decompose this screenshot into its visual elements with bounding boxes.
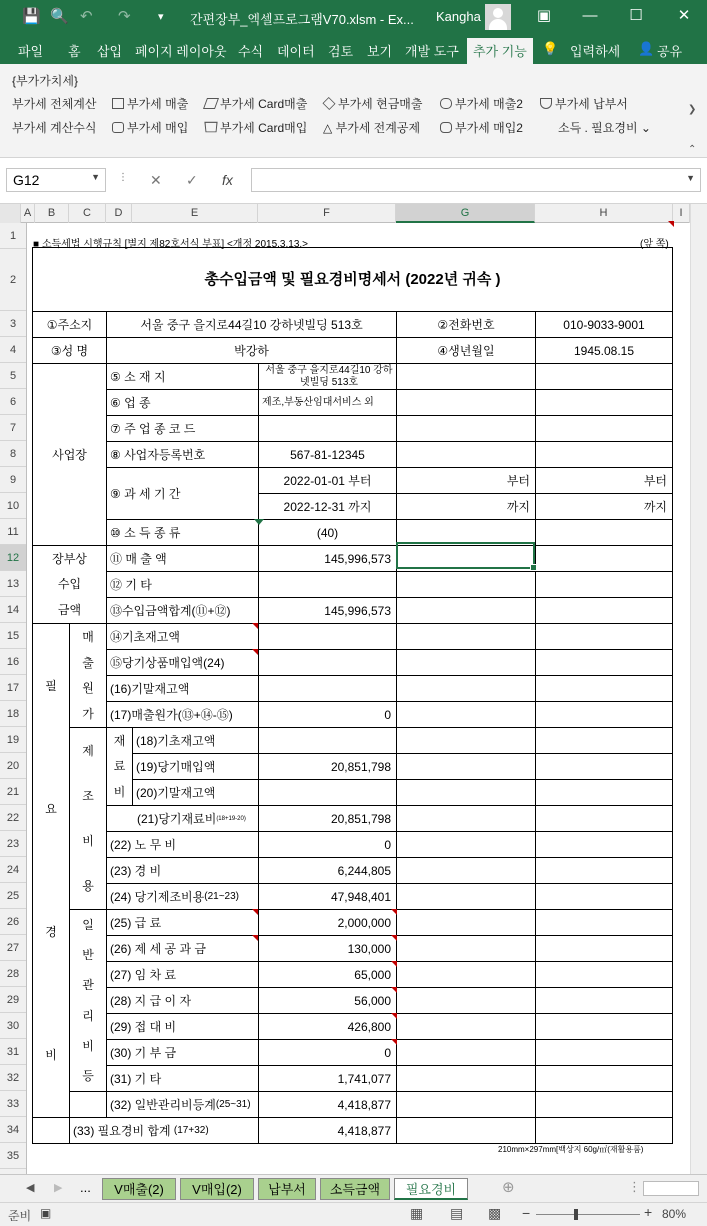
row-header[interactable]: 34 <box>0 1117 26 1143</box>
cell-h15[interactable] <box>535 623 673 650</box>
cell-g28[interactable] <box>396 961 536 988</box>
comment-indicator[interactable] <box>391 1013 397 1019</box>
expense-total-label: (33) 필요경비 합계 (17+32) <box>69 1117 259 1144</box>
row-header[interactable]: 20 <box>0 753 26 779</box>
cell-g20[interactable] <box>396 753 536 780</box>
tab-home[interactable]: 홈 <box>68 44 81 59</box>
comment-indicator[interactable] <box>391 935 397 941</box>
ribbon <box>0 64 707 158</box>
cell-h18[interactable] <box>535 701 673 728</box>
cell-g7[interactable] <box>396 415 536 442</box>
enter-icon[interactable]: ✓ <box>186 172 198 188</box>
rectangle-shape-icon <box>112 98 124 109</box>
industry-code-label: ⑦ 주 업 종 코 드 <box>106 415 259 442</box>
cell-g16[interactable] <box>396 649 536 676</box>
avatar[interactable] <box>485 4 511 30</box>
tab-formulas[interactable]: 수식 <box>238 44 264 59</box>
comment-indicator[interactable] <box>668 221 674 227</box>
formula-input[interactable] <box>251 168 701 192</box>
col-header[interactable]: F <box>258 204 396 223</box>
mat-cost-value[interactable]: 20,851,798 <box>258 805 397 832</box>
mat-end-value[interactable] <box>258 779 397 806</box>
cell-g6[interactable] <box>396 389 536 416</box>
row-header[interactable]: 7 <box>0 415 26 441</box>
cell-h21[interactable] <box>535 779 673 806</box>
labor-label: (22) 노 무 비 <box>106 831 259 858</box>
vat-card-sales-button[interactable]: 부가세 Card매출 <box>205 95 307 112</box>
form-header-right: (앞 쪽) <box>640 239 669 250</box>
cell-g32[interactable] <box>396 1065 536 1092</box>
print-preview-icon[interactable]: 🔍 <box>50 8 69 25</box>
income-type-label: ⑩ 소 득 종 류 <box>106 519 259 546</box>
tab-file[interactable]: 파일 <box>18 44 44 59</box>
end-inventory-value[interactable] <box>258 675 397 702</box>
insert-function-icon[interactable]: fx <box>222 172 233 188</box>
split-icon: ⋮ <box>628 1179 641 1194</box>
redo-icon[interactable]: ↷ <box>118 8 131 25</box>
vat-card-purchase-button[interactable]: 부가세 Card매입 <box>205 119 307 136</box>
cell-g17[interactable] <box>396 675 536 702</box>
sheet-tab-active[interactable]: 필요경비 <box>394 1178 468 1200</box>
period-label: ⑨ 과 세 기 간 <box>106 467 259 520</box>
zoom-slider-thumb[interactable] <box>574 1209 578 1220</box>
row-header[interactable]: 21 <box>0 779 26 805</box>
cell-h22[interactable] <box>535 805 673 832</box>
col-header[interactable]: I <box>673 204 690 223</box>
overhead-value[interactable]: 6,244,805 <box>258 857 397 884</box>
etc-value[interactable]: 1,741,077 <box>258 1065 397 1092</box>
more-icon: ⋮ <box>118 172 128 183</box>
row-header[interactable]: 12 <box>0 545 26 571</box>
expense-label: 필 요 경 비 <box>32 623 70 1118</box>
form-header-left: ■ 소득세법 시행규칙 [별지 제82호서식 부표] <개정 2015.3.13.> <box>33 239 308 250</box>
row-header[interactable]: 28 <box>0 961 26 987</box>
industry-value[interactable]: 제조,부동산임대서비스 외 <box>258 389 397 416</box>
mat-purchase-label: (19)당기매입액 <box>132 753 259 780</box>
cell-g34[interactable] <box>396 1117 536 1144</box>
donation-label: (30) 기 부 금 <box>106 1039 259 1066</box>
rent-value[interactable]: 65,000 <box>258 961 397 988</box>
cell-h19[interactable] <box>535 727 673 754</box>
next-sheet-icon[interactable]: ▶ <box>54 1182 63 1194</box>
tell-me-icon[interactable]: 💡 <box>542 41 559 56</box>
diamond-shape-icon <box>322 97 335 110</box>
tab-review[interactable]: 검토 <box>328 44 354 59</box>
window-title: 간편장부_엑셀프로그램V70.xlsm - Ex... <box>190 12 414 27</box>
row-header[interactable]: 30 <box>0 1013 26 1039</box>
vat-formula-button[interactable]: 부가세 계산수식 <box>12 121 97 135</box>
cell-g23[interactable] <box>396 831 536 858</box>
rent-label: (27) 임 차 료 <box>106 961 259 988</box>
cell-h12[interactable] <box>535 545 673 572</box>
row-header[interactable]: 1 <box>0 223 26 249</box>
birth-value[interactable]: 1945.08.15 <box>535 337 673 364</box>
cell-h23[interactable] <box>535 831 673 858</box>
total-income-value[interactable]: 145,996,573 <box>258 597 397 624</box>
ribbon-tabs <box>0 34 707 64</box>
mat-cost-label: (21)당기재료비 (18+19-20) <box>106 805 259 832</box>
parallelogram-shape-icon <box>203 98 219 109</box>
expense-total-value[interactable]: 4,418,877 <box>258 1117 397 1144</box>
ga-label: 일 반 관 리 비 등 <box>69 909 107 1092</box>
cell-h29[interactable] <box>535 987 673 1014</box>
save-icon[interactable]: 💾 <box>22 8 41 25</box>
sheet-tab-bar <box>0 1174 707 1202</box>
hexagon-shape-icon <box>440 98 452 109</box>
cell-h32[interactable] <box>535 1065 673 1092</box>
col-header[interactable]: E <box>132 204 258 223</box>
maximize-icon[interactable]: ☐ <box>629 7 643 24</box>
cancel-icon[interactable]: ✕ <box>150 172 162 188</box>
entertain-label: (29) 접 대 비 <box>106 1013 259 1040</box>
mfg-total-value[interactable]: 47,948,401 <box>258 883 397 910</box>
macro-record-icon[interactable]: ▣ <box>40 1206 52 1220</box>
industry-label: ⑥ 업 종 <box>106 389 259 416</box>
row-headers <box>0 223 27 1174</box>
tax-value[interactable]: 130,000 <box>258 935 397 962</box>
ga-total-label: (32) 일반관리비등계 (25~31) <box>106 1091 259 1118</box>
tab-add-ins[interactable]: 추가 기능 <box>467 38 533 64</box>
ribbon-scroll-right-icon[interactable]: ❯ <box>688 104 697 115</box>
industry-code-value[interactable] <box>258 415 397 442</box>
cell-g22[interactable] <box>396 805 536 832</box>
cell-g26[interactable] <box>396 909 536 936</box>
begin-inventory-label: ⑭기초재고액 <box>106 623 259 650</box>
row-header[interactable]: 8 <box>0 441 26 467</box>
octagon-shape-icon <box>440 122 452 133</box>
cell-h24[interactable] <box>535 857 673 884</box>
cell-h30[interactable] <box>535 1013 673 1040</box>
sales-label: ⑪ 매 출 액 <box>106 545 259 572</box>
row-header[interactable]: 33 <box>0 1091 26 1117</box>
cell-h5[interactable] <box>535 363 673 390</box>
formula-bar <box>0 158 707 204</box>
col-header[interactable]: C <box>69 204 106 223</box>
end-inventory-label: (16)기말재고액 <box>106 675 259 702</box>
expand-formula-icon[interactable]: ▼ <box>686 173 695 183</box>
comment-indicator[interactable] <box>391 961 397 967</box>
vat-payment-button[interactable]: 부가세 납부서 <box>540 95 628 112</box>
validation-marker <box>254 519 264 525</box>
tab-insert[interactable]: 삽입 <box>97 44 123 59</box>
undo-icon[interactable]: ↶ <box>80 8 93 25</box>
vat-deduction-button[interactable]: △ 부가세 전계공제 <box>323 121 421 135</box>
cell-g14[interactable] <box>396 597 536 624</box>
zoom-out-icon[interactable]: − <box>522 1205 531 1221</box>
tab-developer[interactable]: 개발 도구 <box>405 44 459 59</box>
overhead-label: (23) 경 비 <box>106 857 259 884</box>
customize-toolbar-icon[interactable]: ▾ <box>158 11 164 23</box>
vat-sales-button[interactable]: 부가세 매출 <box>112 95 188 112</box>
interest-value[interactable]: 56,000 <box>258 987 397 1014</box>
cell-h6[interactable] <box>535 389 673 416</box>
cell-h16[interactable] <box>535 649 673 676</box>
col-header[interactable]: G <box>396 204 535 223</box>
comment-indicator[interactable] <box>252 935 258 941</box>
purchase-label: ⑮당기상품매입액(24) <box>106 649 259 676</box>
cell-b34[interactable] <box>32 1117 70 1144</box>
row-header[interactable]: 11 <box>0 519 26 545</box>
status-ready: 준비 <box>8 1209 32 1223</box>
row-header[interactable]: 14 <box>0 597 26 623</box>
tell-me-input[interactable]: 입력하세 <box>570 44 621 59</box>
cell-h28[interactable] <box>535 961 673 988</box>
paper-spec-footer: 210mm×297mm[백상지 60g/㎡(재활용품) <box>498 1145 644 1154</box>
cogs-label: 매 출 원 가 <box>69 623 107 728</box>
ledger-income-label: 장부상 수입 금액 <box>32 545 107 624</box>
comment-indicator[interactable] <box>252 649 258 655</box>
row-header[interactable]: 19 <box>0 727 26 753</box>
row-header[interactable]: 22 <box>0 805 26 831</box>
selected-cell[interactable] <box>396 542 535 569</box>
cell-h11[interactable] <box>535 519 673 546</box>
other-income-label: ⑫ 기 타 <box>106 571 259 598</box>
row-header[interactable]: 10 <box>0 493 26 519</box>
period-to[interactable]: 2022-12-31 까지 <box>258 493 397 520</box>
donation-value[interactable]: 0 <box>258 1039 397 1066</box>
salary-value[interactable]: 2,000,000 <box>258 909 397 936</box>
row-header[interactable]: 25 <box>0 883 26 909</box>
period-from[interactable]: 2022-01-01 부터 <box>258 467 397 494</box>
begin-inventory-value[interactable] <box>258 623 397 650</box>
business-label: 사업장 <box>32 363 107 546</box>
sales-value[interactable]: 145,996,573 <box>258 545 397 572</box>
cell-h34[interactable] <box>535 1117 673 1144</box>
cell-g31[interactable] <box>396 1039 536 1066</box>
tab-page-layout[interactable]: 페이지 레이아웃 <box>135 44 227 59</box>
row-header[interactable]: 5 <box>0 363 26 389</box>
row-header[interactable]: 9 <box>0 467 26 493</box>
vat-purchase-button[interactable]: 부가세 매입 <box>112 119 188 136</box>
row-header[interactable]: 26 <box>0 909 26 935</box>
ribbon-collapse-icon[interactable]: ⌃ <box>688 144 697 155</box>
worksheet-grid[interactable] <box>0 204 707 1174</box>
cell-g25[interactable] <box>396 883 536 910</box>
zoom-in-icon[interactable]: + <box>644 1204 653 1220</box>
cell-g21[interactable] <box>396 779 536 806</box>
row-header[interactable]: 15 <box>0 623 26 649</box>
location-label: ⑤ 소 재 지 <box>106 363 259 390</box>
mat-end-label: (20)기말재고액 <box>132 779 259 806</box>
other-income-value[interactable] <box>258 571 397 598</box>
cell-g30[interactable] <box>396 1013 536 1040</box>
comment-indicator[interactable] <box>252 909 258 915</box>
form-title: 총수입금액 및 필요경비명세서 (2022년 귀속 ) <box>32 247 673 312</box>
horizontal-scrollbar[interactable] <box>643 1181 699 1196</box>
cell-g5[interactable] <box>396 363 536 390</box>
comment-indicator[interactable] <box>252 623 258 629</box>
cell-h27[interactable] <box>535 935 673 962</box>
ribbon-group-label: {부가가치세} <box>12 74 78 88</box>
cell-h17[interactable] <box>535 675 673 702</box>
bizno-value[interactable]: 567-81-12345 <box>258 441 397 468</box>
row-header[interactable]: 6 <box>0 389 26 415</box>
period-to-h[interactable]: 까지 <box>535 493 673 520</box>
cell-g18[interactable] <box>396 701 536 728</box>
trapezoid-shape-icon <box>204 122 217 132</box>
title-bar <box>0 0 707 34</box>
sheet-tab[interactable]: 납부서 <box>258 1178 316 1200</box>
row-header[interactable]: 29 <box>0 987 26 1013</box>
more-sheets-button[interactable]: ... <box>80 1180 91 1195</box>
user-name[interactable]: Kangha <box>436 9 481 24</box>
row-header[interactable]: 13 <box>0 571 26 597</box>
bizno-label: ⑧ 사업자등록번호 <box>106 441 259 468</box>
tax-label: (26) 제 세 공 과 금 <box>106 935 259 962</box>
row-header[interactable]: 2 <box>0 249 26 311</box>
triangle-shape-icon: △ <box>323 121 336 135</box>
zoom-slider[interactable] <box>536 1214 640 1215</box>
row-header[interactable]: 32 <box>0 1065 26 1091</box>
material-label: 재 료 비 <box>106 727 133 806</box>
row-header[interactable]: 35 <box>0 1143 26 1169</box>
name-box[interactable]: G12 ▼ <box>6 168 106 192</box>
vat-purchase2-button[interactable]: 부가세 매입2 <box>440 119 523 136</box>
comment-indicator[interactable] <box>391 909 397 915</box>
normal-view-icon[interactable]: ▦ <box>410 1205 424 1221</box>
sheet-tab[interactable]: V매입(2) <box>180 1178 254 1200</box>
mat-purchase-value[interactable]: 20,851,798 <box>258 753 397 780</box>
comment-indicator[interactable] <box>391 1039 397 1045</box>
tab-data[interactable]: 데이터 <box>277 44 315 59</box>
address-label: ①주소지 <box>32 311 107 338</box>
row-header[interactable]: 27 <box>0 935 26 961</box>
labor-value[interactable]: 0 <box>258 831 397 858</box>
rounded-rect-shape-icon <box>112 122 124 133</box>
cell-h20[interactable] <box>535 753 673 780</box>
column-headers <box>0 204 690 223</box>
cell-g13[interactable] <box>396 571 536 598</box>
cogs-line-label: (17)매출원가(⑬+⑭-⑮) <box>106 701 259 728</box>
col-header[interactable]: H <box>535 204 673 223</box>
income-expense-button[interactable]: 소득 . 필요경비 ⌄ <box>558 121 651 135</box>
prev-sheet-icon[interactable]: ◀ <box>26 1182 35 1194</box>
address-value[interactable]: 서울 중구 을지로44길10 강하넷빌딩 513호 <box>106 311 397 338</box>
birth-label: ④생년월일 <box>396 337 536 364</box>
page-break-view-icon[interactable]: ▩ <box>488 1205 502 1221</box>
ribbon-display-icon[interactable]: ▣ <box>536 7 552 24</box>
cell-g33[interactable] <box>396 1091 536 1118</box>
page-layout-view-icon[interactable]: ▤ <box>450 1205 464 1221</box>
vertical-scrollbar[interactable] <box>690 204 707 1174</box>
mfg-total-label: (24) 당기제조비용 (21~23) <box>106 883 259 910</box>
period-to-g[interactable]: 까지 <box>396 493 536 520</box>
row-header[interactable]: 4 <box>0 337 26 363</box>
entertain-value[interactable]: 426,800 <box>258 1013 397 1040</box>
cell-h7[interactable] <box>535 415 673 442</box>
purchase-value[interactable] <box>258 649 397 676</box>
row-header[interactable]: 23 <box>0 831 26 857</box>
salary-label: (25) 급 료 <box>106 909 259 936</box>
cell-h33[interactable] <box>535 1091 673 1118</box>
sheet-tab[interactable]: V매출(2) <box>102 1178 176 1200</box>
zoom-level[interactable]: 80% <box>662 1207 687 1221</box>
cell-h8[interactable] <box>535 441 673 468</box>
row-header[interactable]: 24 <box>0 857 26 883</box>
cell-g19[interactable] <box>396 727 536 754</box>
income-type-value[interactable]: (40) <box>258 519 397 546</box>
cell-g27[interactable] <box>396 935 536 962</box>
row-header[interactable]: 3 <box>0 311 26 337</box>
status-bar <box>0 1202 707 1226</box>
cell-g24[interactable] <box>396 857 536 884</box>
add-sheet-icon[interactable]: ⊕ <box>502 1179 515 1196</box>
vat-cash-sales-button[interactable]: 부가세 현금매출 <box>323 95 422 112</box>
comment-indicator[interactable] <box>391 987 397 993</box>
row-header[interactable]: 31 <box>0 1039 26 1065</box>
phone-value[interactable]: 010-9033-9001 <box>535 311 673 338</box>
share-button[interactable]: 공유 <box>657 44 683 59</box>
row-header[interactable]: 18 <box>0 701 26 727</box>
vat-sales2-button[interactable]: 부가세 매출2 <box>440 95 523 112</box>
phone-label: ②전화번호 <box>396 311 536 338</box>
mfg-cost-label: 제 조 비 용 <box>69 727 107 910</box>
tab-view[interactable]: 보기 <box>367 44 393 59</box>
cell-h14[interactable] <box>535 597 673 624</box>
select-all-corner[interactable] <box>0 204 21 223</box>
mat-begin-value[interactable] <box>258 727 397 754</box>
vat-calc-all-button[interactable]: 부가세 전체계산 <box>12 97 97 111</box>
col-header[interactable]: B <box>35 204 69 223</box>
cell-h26[interactable] <box>535 909 673 936</box>
name-value[interactable]: 박강하 <box>106 337 397 364</box>
cell-h25[interactable] <box>535 883 673 910</box>
document-shape-icon <box>540 98 552 109</box>
cell-g8[interactable] <box>396 441 536 468</box>
interest-label: (28) 지 급 이 자 <box>106 987 259 1014</box>
chevron-down-icon[interactable]: ▼ <box>91 172 100 182</box>
col-header[interactable]: A <box>21 204 35 223</box>
cell-h31[interactable] <box>535 1039 673 1066</box>
minimize-icon[interactable]: — <box>582 7 598 24</box>
cogs-line-value[interactable]: 0 <box>258 701 397 728</box>
row-header[interactable]: 16 <box>0 649 26 675</box>
etc-label: (31) 기 타 <box>106 1065 259 1092</box>
close-icon[interactable]: ✕ <box>677 7 691 24</box>
period-from-h[interactable]: 부터 <box>535 467 673 494</box>
total-income-label: ⑬수입금액합계(⑪+⑫) <box>106 597 259 624</box>
location-value[interactable]: 서울 중구 을지로44길10 강하넷빌딩 513호 <box>258 363 397 390</box>
share-icon[interactable]: 👤 <box>638 41 655 56</box>
cell-h13[interactable] <box>535 571 673 598</box>
mat-begin-label: (18)기초재고액 <box>132 727 259 754</box>
sheet-tab[interactable]: 소득금액 <box>320 1178 390 1200</box>
col-header[interactable]: D <box>106 204 132 223</box>
cell-g15[interactable] <box>396 623 536 650</box>
ga-total-value[interactable]: 4,418,877 <box>258 1091 397 1118</box>
name-label: ③성 명 <box>32 337 107 364</box>
row-header[interactable]: 17 <box>0 675 26 701</box>
cell-g29[interactable] <box>396 987 536 1014</box>
period-from-g[interactable]: 부터 <box>396 467 536 494</box>
